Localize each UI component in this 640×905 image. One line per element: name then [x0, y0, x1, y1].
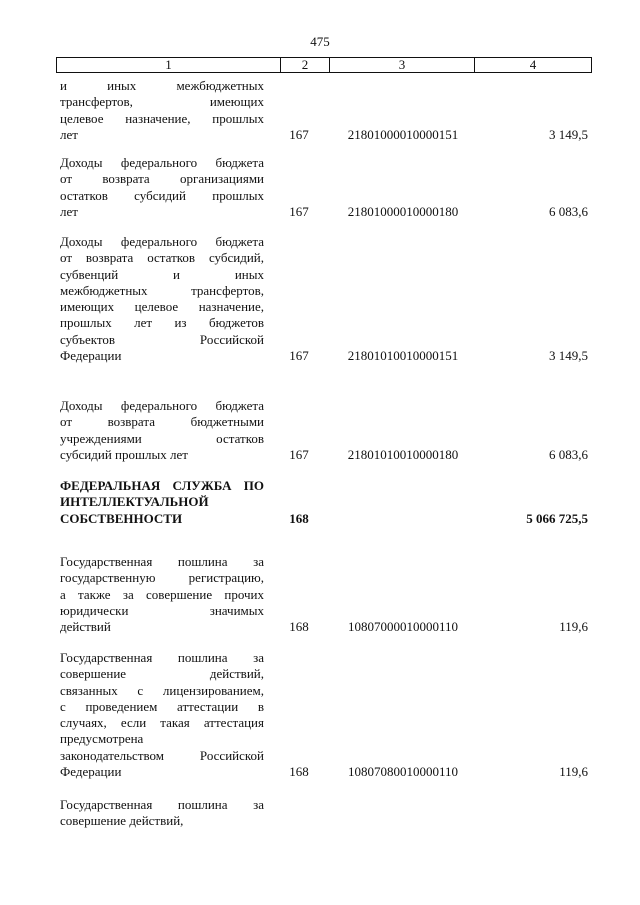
row-chapter-code: 167: [289, 126, 309, 142]
row-amount: 6 083,6: [549, 203, 588, 219]
row-classification-code: 21801000010000151: [347, 126, 459, 142]
description-line: Доходы федерального бюджета: [60, 234, 264, 249]
description-line: СОБСТВЕННОСТИ: [60, 510, 183, 526]
description-line: совершение действий,: [60, 813, 184, 829]
description-line: трансфертов, имеющих: [60, 94, 264, 110]
description-line: ИНТЕЛЛЕКТУАЛЬНОЙ: [60, 494, 209, 510]
row-description: [60, 554, 264, 635]
description-line: учреждениями остатков: [60, 430, 264, 446]
description-line: лет: [60, 203, 78, 219]
description-line: юридически значимых: [60, 602, 264, 618]
description-line: прошлых лет из бюджетов: [60, 315, 264, 331]
row-chapter-code: 167: [289, 203, 309, 219]
description-line: остатков субсидий прошлых: [60, 187, 264, 203]
description-line: субвенций и иных: [60, 266, 264, 282]
row-chapter-code: 167: [289, 446, 309, 462]
row-classification-code: 10807080010000110: [347, 764, 459, 780]
description-line: межбюджетных трансфертов,: [60, 282, 264, 298]
description-line: законодательством Российской: [60, 747, 264, 763]
row-amount: 3 149,5: [549, 126, 588, 142]
header-col-2: 2: [281, 58, 330, 73]
row-description: [60, 650, 264, 780]
description-line: предусмотрена: [60, 731, 144, 747]
row-description: [60, 797, 264, 830]
description-line: лет: [60, 126, 78, 142]
description-line: с проведением аттестации в: [60, 698, 264, 714]
description-line: действий: [60, 619, 111, 635]
description-line: Государственная пошлина за: [60, 797, 264, 812]
description-line: Федерации: [60, 764, 122, 780]
description-line: от возврата организациями: [60, 171, 264, 187]
description-line: целевое назначение, прошлых: [60, 110, 264, 126]
description-line: субсидий прошлых лет: [60, 446, 188, 462]
row-classification-code: 21801010010000151: [347, 348, 459, 364]
description-line: и иных межбюджетных: [60, 78, 264, 93]
table-header: [56, 57, 592, 73]
row-classification-code: 21801010010000180: [347, 446, 459, 462]
row-description: [60, 234, 264, 364]
description-line: Государственная пошлина за: [60, 650, 264, 665]
description-line: имеющих целевое назначение,: [60, 299, 264, 315]
row-chapter-code: 168: [289, 510, 309, 526]
row-chapter-code: 168: [289, 619, 309, 635]
row-amount: 119,6: [559, 619, 588, 635]
description-line: субъектов Российской: [60, 331, 264, 347]
row-chapter-code: 168: [289, 764, 309, 780]
description-line: связанных с лицензированием,: [60, 682, 264, 698]
page-number: 475: [310, 34, 330, 49]
row-description: [60, 155, 264, 220]
description-line: государственную регистрацию,: [60, 570, 264, 586]
description-line: Доходы федерального бюджета: [60, 398, 264, 413]
row-amount: 119,6: [559, 764, 588, 780]
row-amount: 6 083,6: [549, 446, 588, 462]
row-classification-code: 10807000010000110: [347, 619, 459, 635]
header-col-4: 4: [475, 58, 592, 73]
description-line: а также за совершение прочих: [60, 586, 264, 602]
row-description: [60, 398, 264, 463]
description-line: Доходы федерального бюджета: [60, 155, 264, 170]
header-col-3: 3: [330, 58, 475, 73]
description-line: совершение действий,: [60, 666, 264, 682]
header-col-1: 1: [57, 58, 281, 73]
description-line: от возврата бюджетными: [60, 414, 264, 430]
row-amount: 5 066 725,5: [526, 510, 588, 526]
row-chapter-code: 167: [289, 348, 309, 364]
description-line: ФЕДЕРАЛЬНАЯ СЛУЖБА ПО: [60, 478, 264, 493]
row-classification-code: 21801000010000180: [347, 203, 459, 219]
description-line: от возврата остатков субсидий,: [60, 250, 264, 266]
row-amount: 3 149,5: [549, 348, 588, 364]
description-line: Государственная пошлина за: [60, 554, 264, 569]
row-description: [60, 478, 264, 527]
row-description: [60, 78, 264, 143]
description-line: случаях, если такая аттестация: [60, 715, 264, 731]
description-line: Федерации: [60, 348, 122, 364]
